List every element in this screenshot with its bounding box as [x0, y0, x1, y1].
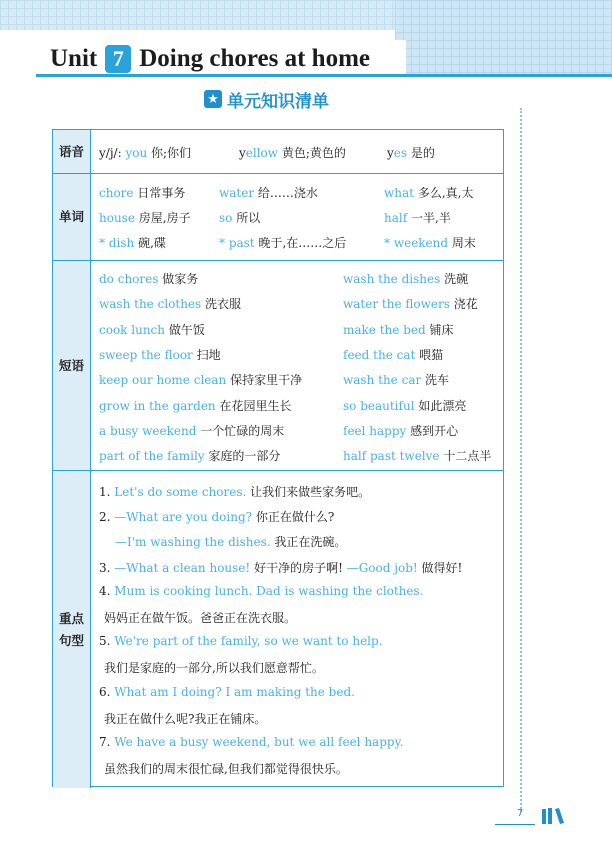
unit-word: Unit — [50, 45, 98, 72]
sentences-label-line1: 重点 — [58, 610, 84, 626]
phrase-item — [343, 270, 468, 287]
sentence-number: 7. — [99, 735, 111, 749]
phrase-item — [99, 321, 205, 338]
phrase-chinese: 洗衣服 — [205, 297, 242, 312]
sentence-line — [104, 710, 266, 727]
sentence-english: We have a busy weekend, but we all feel happy. — [114, 735, 404, 749]
phrases-content — [99, 261, 499, 470]
phrase-item — [343, 397, 466, 414]
phrase-item — [343, 371, 449, 388]
phrase-chinese: 在花园里生长 — [219, 398, 292, 413]
phrase-english: cook lunch — [99, 322, 165, 337]
unit-number-badge: 7 — [105, 45, 131, 73]
phrase-item — [99, 270, 198, 287]
sentence-english: Mum is cooking lunch. Dad is washing the clothes. — [114, 583, 424, 598]
words-content — [99, 174, 499, 260]
phrase-chinese: 家庭的一部分 — [208, 449, 281, 464]
phrase-chinese: 一个忙碌的周末 — [200, 423, 285, 438]
pronunciation-item: y/j/: you 你;你们 — [99, 146, 192, 160]
phrase-chinese: 十二点半 — [443, 449, 492, 464]
pronunciation-row — [53, 130, 503, 173]
phrase-chinese: 扫地 — [196, 347, 221, 362]
phrase-english: a busy weekend — [99, 423, 197, 438]
sentences-label-line2: 句型 — [58, 632, 84, 648]
phrase-english: do chores — [99, 272, 159, 286]
phrase-item — [343, 346, 443, 363]
word-item: * weekend 周末 — [384, 236, 476, 250]
phrase-item — [99, 422, 284, 439]
phrase-chinese: 铺床 — [429, 322, 454, 337]
sentence-number: 4. — [99, 583, 111, 598]
phrase-item — [343, 295, 478, 312]
phrases-row — [53, 260, 503, 470]
phrases-label: 短语 — [53, 261, 91, 470]
sentence-line — [99, 735, 404, 749]
phrase-chinese: 保持家里干净 — [230, 373, 303, 388]
sentence-chinese: 做得好! — [421, 560, 463, 575]
sentence-number: 6. — [99, 684, 111, 699]
sentence-chinese: 让我们来做些家务吧。 — [250, 485, 371, 499]
phrase-item — [99, 371, 302, 388]
pronunciation-item: yes 是的 — [387, 146, 435, 160]
section-header — [204, 86, 329, 112]
sentence-english: —What a clean house! — [114, 560, 251, 575]
sentence-english: We're part of the family, so we want to help. — [114, 634, 383, 649]
phrase-chinese: 感到开心 — [410, 423, 459, 438]
phrase-chinese: 如此漂亮 — [418, 398, 467, 413]
phrase-english: feed the cat — [343, 347, 416, 362]
unit-title-text: Doing chores at home — [139, 45, 371, 72]
sentence-english: —Good job! — [346, 560, 418, 575]
phrase-english: wash the car — [343, 373, 422, 388]
title-underline — [36, 74, 612, 77]
sentence-chinese: 我正在洗碗。 — [274, 535, 347, 550]
pronunciation-item: yellow 黄色;黄色的 — [239, 146, 346, 160]
sentence-english: Let's do some chores. — [114, 485, 247, 499]
phrase-english: feel happy — [343, 423, 407, 438]
phrase-item — [99, 346, 221, 363]
phrase-chinese: 做午饭 — [168, 322, 205, 337]
sentence-chinese: 虽然我们的周末很忙碌,但我们都觉得很快乐。 — [104, 762, 348, 777]
phrase-english: wash the dishes — [343, 272, 441, 286]
words-label: 单词 — [53, 174, 91, 260]
star-icon: ★ — [204, 90, 222, 108]
sentence-line — [99, 685, 355, 699]
phrase-chinese: 做家务 — [162, 272, 199, 286]
phrase-english: half past twelve — [343, 449, 440, 464]
word-item: water 给……浇水 — [219, 186, 318, 200]
phrase-chinese: 喂猫 — [419, 347, 444, 362]
sentence-line — [104, 760, 348, 777]
phrase-chinese: 浇花 — [453, 297, 478, 312]
phrase-item — [343, 422, 458, 439]
sentence-number: 1. — [99, 485, 111, 499]
sentence-number: 2. — [99, 510, 111, 525]
phrase-chinese: 洗碗 — [444, 272, 469, 286]
phrase-english: sweep the floor — [99, 347, 193, 362]
phrase-english: wash the clothes — [99, 297, 202, 312]
phrase-item — [99, 295, 241, 312]
sentence-number: 3. — [99, 560, 111, 575]
sentence-line — [99, 508, 334, 525]
word-item: chore 日常事务 — [99, 186, 186, 200]
sentence-line — [99, 559, 462, 576]
phrase-english: grow in the garden — [99, 398, 216, 413]
phrase-english: so beautiful — [343, 398, 415, 413]
sentence-chinese: 好干净的房子啊! — [254, 560, 343, 575]
word-item: so 所以 — [219, 211, 261, 225]
sentence-line — [115, 533, 346, 550]
page-number-rule — [495, 824, 535, 825]
unit-title — [50, 42, 370, 76]
phrase-english: water the flowers — [343, 297, 450, 312]
sentence-english: —I'm washing the dishes. — [115, 535, 271, 550]
pronunciation-label: 语音 — [53, 130, 91, 173]
sentence-line — [104, 609, 296, 626]
sentences-content — [99, 471, 499, 788]
sentence-chinese: 我正在做什么呢?我正在铺床。 — [104, 711, 267, 726]
phrase-english: part of the family — [99, 449, 205, 464]
sentence-line — [99, 584, 424, 598]
phrase-item — [99, 447, 280, 464]
phrase-english: keep our home clean — [99, 373, 227, 388]
book-icon — [540, 806, 566, 826]
sentence-chinese: 我们是家庭的一部分,所以我们愿意帮忙。 — [104, 661, 324, 676]
pronunciation-content — [99, 130, 499, 173]
words-row — [53, 173, 503, 260]
word-item: * dish 碗,碟 — [99, 236, 166, 250]
sentence-chinese: 你正在做什么? — [255, 510, 335, 525]
sentence-english: —What are you doing? — [114, 510, 253, 525]
word-item: what 多么,真,太 — [384, 186, 474, 200]
phrase-english: make the bed — [343, 322, 426, 337]
phrase-item — [343, 447, 491, 464]
word-item: * past 晚于,在……之后 — [219, 236, 347, 250]
page-number: 7 — [517, 808, 524, 819]
section-title: 单元知识清单 — [227, 91, 329, 112]
knowledge-table — [52, 129, 504, 787]
sentences-label — [53, 471, 91, 788]
sentence-english: What am I doing? I am making the bed. — [114, 684, 355, 699]
phrase-item — [99, 397, 292, 414]
header-grid-panel — [395, 0, 612, 74]
sentence-line — [99, 483, 370, 500]
margin-dotted-rule — [520, 108, 522, 812]
phrase-item — [343, 321, 454, 338]
word-item: half 一半,半 — [384, 211, 451, 225]
sentence-chinese: 妈妈正在做午饭。爸爸正在洗衣服。 — [104, 611, 297, 625]
sentence-number: 5. — [99, 634, 111, 649]
word-item: house 房屋,房子 — [99, 211, 191, 225]
phrase-chinese: 洗车 — [425, 373, 450, 388]
sentence-line — [104, 659, 324, 676]
sentences-row — [53, 470, 503, 788]
sentence-line — [99, 634, 383, 648]
